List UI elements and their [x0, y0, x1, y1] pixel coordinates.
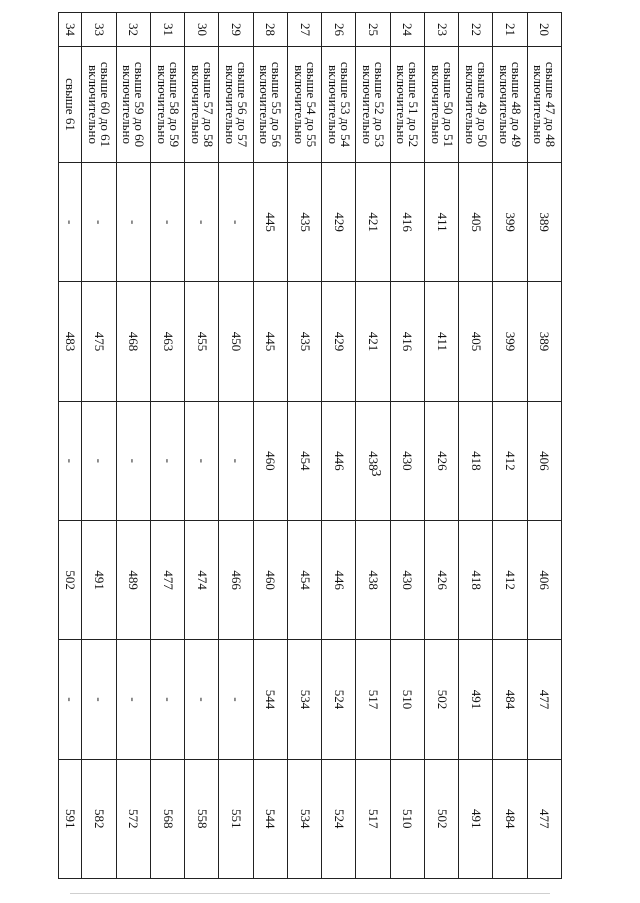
range-cell: свыше 50 до 51 включительно	[425, 47, 459, 163]
value-cell-2: 399	[493, 282, 527, 401]
range-cell: свыше 53 до 54 включительно	[322, 47, 356, 163]
table-body	[59, 13, 562, 879]
value-cell-5: -	[116, 640, 150, 759]
value-cell-5: -	[185, 640, 219, 759]
value-cell-2: 416	[390, 282, 424, 401]
value-cell-1: -	[82, 163, 116, 282]
value-cell-3: -	[219, 401, 253, 520]
value-cell-3: -	[82, 401, 116, 520]
row-number-cell: 34	[59, 13, 83, 47]
value-cell-2: 411	[425, 282, 459, 401]
value-cell-1: 429	[322, 163, 356, 282]
value-cell-3: 430	[390, 401, 424, 520]
row-number-cell: 25	[356, 13, 390, 47]
value-cell-4: 426	[425, 520, 459, 639]
data-table	[58, 12, 562, 879]
row-number-cell: 32	[116, 13, 150, 47]
row-number-cell: 24	[390, 13, 424, 47]
table-row	[59, 13, 83, 879]
value-cell-2: 421	[356, 282, 390, 401]
value-cell-5: 484	[493, 640, 527, 759]
value-cell-2: 455	[185, 282, 219, 401]
table-row	[322, 13, 356, 879]
value-cell-5: 510	[390, 640, 424, 759]
range-cell: свыше 60 до 61 включительно	[82, 47, 116, 163]
row-number-cell: 21	[493, 13, 527, 47]
range-cell: свыше 49 до 50 включительно	[459, 47, 493, 163]
value-cell-5: 502	[425, 640, 459, 759]
row-number-cell: 23	[425, 13, 459, 47]
range-cell: свыше 47 до 48 включительно	[527, 47, 561, 163]
value-cell-5: -	[151, 640, 185, 759]
value-cell-2: 429	[322, 282, 356, 401]
value-cell-6: 551	[219, 759, 253, 878]
table-row	[356, 13, 390, 879]
value-cell-3: 426	[425, 401, 459, 520]
row-number-cell: 20	[527, 13, 561, 47]
value-cell-4: 438	[356, 520, 390, 639]
value-cell-5: 544	[253, 640, 287, 759]
value-cell-3: 438	[356, 401, 390, 520]
value-cell-2: 475	[82, 282, 116, 401]
value-cell-6: 477	[527, 759, 561, 878]
value-cell-3: 446	[322, 401, 356, 520]
range-cell: свыше 58 до 59 включительно	[151, 47, 185, 163]
value-cell-5: -	[82, 640, 116, 759]
row-number-cell: 28	[253, 13, 287, 47]
value-cell-1: 399	[493, 163, 527, 282]
value-cell-3: -	[151, 401, 185, 520]
range-cell: свыше 55 до 56 включительно	[253, 47, 287, 163]
value-cell-3: 412	[493, 401, 527, 520]
value-cell-1: -	[219, 163, 253, 282]
value-cell-3: -	[185, 401, 219, 520]
value-cell-2: 468	[116, 282, 150, 401]
value-cell-4: 446	[322, 520, 356, 639]
value-cell-1: -	[151, 163, 185, 282]
value-cell-4: 489	[116, 520, 150, 639]
value-cell-2: 445	[253, 282, 287, 401]
value-cell-1: -	[116, 163, 150, 282]
value-cell-4: 430	[390, 520, 424, 639]
range-cell: свыше 54 до 55 включительно	[288, 47, 322, 163]
value-cell-3: -	[116, 401, 150, 520]
value-cell-5: -	[219, 640, 253, 759]
row-number-cell: 29	[219, 13, 253, 47]
value-cell-4: 418	[459, 520, 493, 639]
row-number-cell: 31	[151, 13, 185, 47]
value-cell-3: 454	[288, 401, 322, 520]
value-cell-2: 463	[151, 282, 185, 401]
value-cell-4: 454	[288, 520, 322, 639]
value-cell-4: 502	[59, 520, 83, 639]
table-row	[151, 13, 185, 879]
value-cell-6: 524	[322, 759, 356, 878]
table-row	[185, 13, 219, 879]
value-cell-6: 502	[425, 759, 459, 878]
value-cell-4: 466	[219, 520, 253, 639]
value-cell-6: 484	[493, 759, 527, 878]
range-cell: свыше 57 до 58 включительно	[185, 47, 219, 163]
table-row	[116, 13, 150, 879]
value-cell-3: 418	[459, 401, 493, 520]
row-number-cell: 30	[185, 13, 219, 47]
value-cell-2: 405	[459, 282, 493, 401]
value-cell-6: 544	[253, 759, 287, 878]
value-cell-5: 534	[288, 640, 322, 759]
value-cell-4: 406	[527, 520, 561, 639]
value-cell-1: 416	[390, 163, 424, 282]
table-row	[425, 13, 459, 879]
value-cell-1: 445	[253, 163, 287, 282]
range-cell: свыше 48 до 49 включительно	[493, 47, 527, 163]
rotated-table-wrapper	[58, 12, 562, 878]
value-cell-6: 491	[459, 759, 493, 878]
value-cell-4: 477	[151, 520, 185, 639]
table-row	[82, 13, 116, 879]
value-cell-5: 491	[459, 640, 493, 759]
value-cell-3: -	[59, 401, 83, 520]
value-cell-4: 491	[82, 520, 116, 639]
value-cell-6: 534	[288, 759, 322, 878]
value-cell-1: 405	[459, 163, 493, 282]
value-cell-1: 435	[288, 163, 322, 282]
row-number-cell: 22	[459, 13, 493, 47]
table-row	[459, 13, 493, 879]
page-number: 3	[368, 469, 383, 477]
table-row	[219, 13, 253, 879]
value-cell-3: 406	[527, 401, 561, 520]
range-cell: свыше 61	[59, 47, 83, 163]
value-cell-5: 477	[527, 640, 561, 759]
range-cell: свыше 59 до 60 включительно	[116, 47, 150, 163]
value-cell-1: -	[185, 163, 219, 282]
page-bottom-line	[70, 893, 550, 894]
value-cell-1: 421	[356, 163, 390, 282]
value-cell-1: 389	[527, 163, 561, 282]
value-cell-1: -	[59, 163, 83, 282]
table-row	[390, 13, 424, 879]
row-number-cell: 33	[82, 13, 116, 47]
value-cell-6: 558	[185, 759, 219, 878]
value-cell-4: 460	[253, 520, 287, 639]
value-cell-2: 483	[59, 282, 83, 401]
value-cell-4: 474	[185, 520, 219, 639]
value-cell-5: -	[59, 640, 83, 759]
table-row	[288, 13, 322, 879]
range-cell: свыше 56 до 57 включительно	[219, 47, 253, 163]
value-cell-4: 412	[493, 520, 527, 639]
range-cell: свыше 52 до 53 включительно	[356, 47, 390, 163]
row-number-cell: 26	[322, 13, 356, 47]
value-cell-2: 450	[219, 282, 253, 401]
value-cell-2: 435	[288, 282, 322, 401]
table-row	[253, 13, 287, 879]
value-cell-6: 572	[116, 759, 150, 878]
value-cell-2: 389	[527, 282, 561, 401]
table-row	[493, 13, 527, 879]
table-row	[527, 13, 561, 879]
value-cell-1: 411	[425, 163, 459, 282]
value-cell-6: 591	[59, 759, 83, 878]
row-number-cell: 27	[288, 13, 322, 47]
value-cell-5: 517	[356, 640, 390, 759]
range-cell: свыше 51 до 52 включительно	[390, 47, 424, 163]
value-cell-6: 510	[390, 759, 424, 878]
value-cell-6: 582	[82, 759, 116, 878]
value-cell-3: 460	[253, 401, 287, 520]
value-cell-6: 517	[356, 759, 390, 878]
value-cell-5: 524	[322, 640, 356, 759]
value-cell-6: 568	[151, 759, 185, 878]
